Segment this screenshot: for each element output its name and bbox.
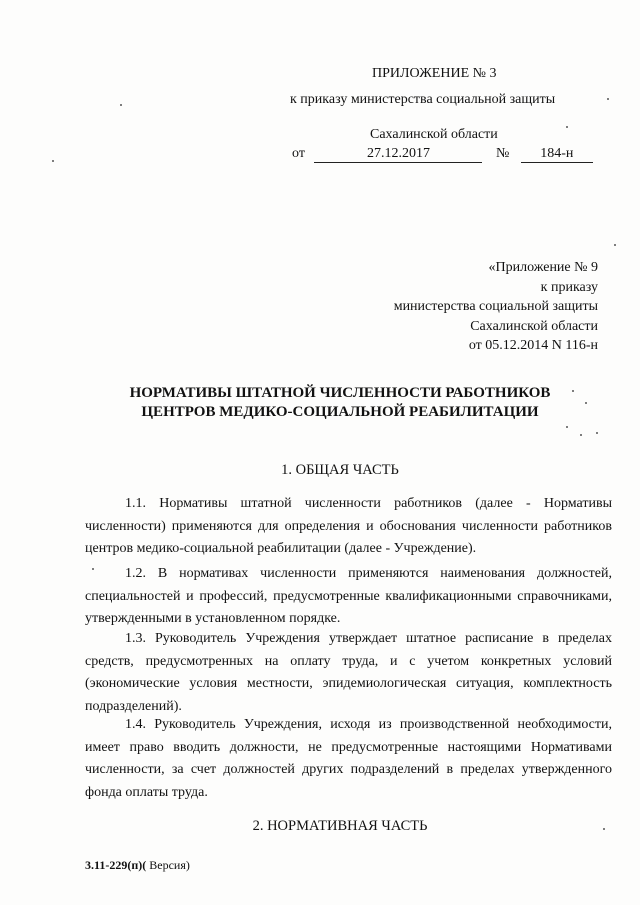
title-line-2: ЦЕНТРОВ МЕДИКО-СОЦИАЛЬНОЙ РЕАБИЛИТАЦИИ xyxy=(141,404,539,420)
scan-speck xyxy=(572,390,574,392)
order-date: 27.12.2017 xyxy=(314,146,482,163)
appendix-title: ПРИЛОЖЕНИЕ № 3 xyxy=(372,66,497,81)
prior-appendix-line-1: «Приложение № 9 xyxy=(488,260,598,275)
number-label: № xyxy=(495,146,510,161)
scan-speck xyxy=(52,160,54,162)
prior-appendix-line-3: министерства социальной защиты xyxy=(393,299,598,314)
document-title xyxy=(60,384,620,422)
title-line-1: НОРМАТИВЫ ШТАТНОЙ ЧИСЛЕННОСТИ РАБОТНИКОВ xyxy=(129,385,551,401)
scan-speck xyxy=(566,126,568,128)
from-label: от xyxy=(292,146,305,161)
scan-speck xyxy=(92,568,94,570)
footer-version: Версия) xyxy=(146,858,190,872)
order-reference-line: к приказу министерства социальной защиты xyxy=(290,92,556,107)
paragraph-1-3: 1.3. Руководитель Учреждения утверждает штатное расписание в пределах средств, предусмотренных на оплату труда, и с учетом конкретных условий (экономические условия местности, эпидемиологическая ситуация, комплектность подразделений). xyxy=(85,631,612,714)
scan-speck xyxy=(120,104,122,106)
prior-appendix-block xyxy=(394,258,598,356)
scan-speck xyxy=(585,402,587,404)
scan-speck xyxy=(580,434,582,436)
section-1-heading: 1. ОБЩАЯ ЧАСТЬ xyxy=(281,462,399,478)
footer-code: 3.11-229(п)( xyxy=(85,858,147,872)
order-date-row xyxy=(292,146,593,163)
scan-speck xyxy=(607,98,609,100)
section-2-heading: 2. НОРМАТИВНАЯ ЧАСТЬ xyxy=(252,818,428,834)
prior-appendix-line-5: от 05.12.2014 N 116-н xyxy=(468,338,598,353)
paragraph-1-1: 1.1. Нормативы штатной численности работников (далее - Нормативы численности) применяются для определения и обоснования численности работников центров медико-социальной реабилитации (далее - Учреждение). xyxy=(85,496,612,556)
document-footer xyxy=(85,858,190,873)
paragraph-1-4: 1.4. Руководитель Учреждения, исходя из производственной необходимости, имеет право вводить должности, не предусмотренные настоящими Нормативами численности, за счет должностей других подразделений в пределах утвержденного фонда оплаты труда. xyxy=(85,717,612,800)
order-number: 184-н xyxy=(521,146,593,163)
region-line: Сахалинской области xyxy=(370,127,498,142)
prior-appendix-line-2: к приказу xyxy=(540,279,598,295)
scan-speck xyxy=(566,426,568,428)
paragraph-1-2: 1.2. В нормативах численности применяются наименования должностей, специальностей и профессий, предусмотренные квалификационными справочниками, утвержденными в установленном порядке. xyxy=(85,566,612,626)
scan-speck xyxy=(614,244,616,246)
scan-speck xyxy=(596,432,598,434)
prior-appendix-line-4: Сахалинской области xyxy=(470,318,598,334)
scan-speck xyxy=(603,828,605,830)
